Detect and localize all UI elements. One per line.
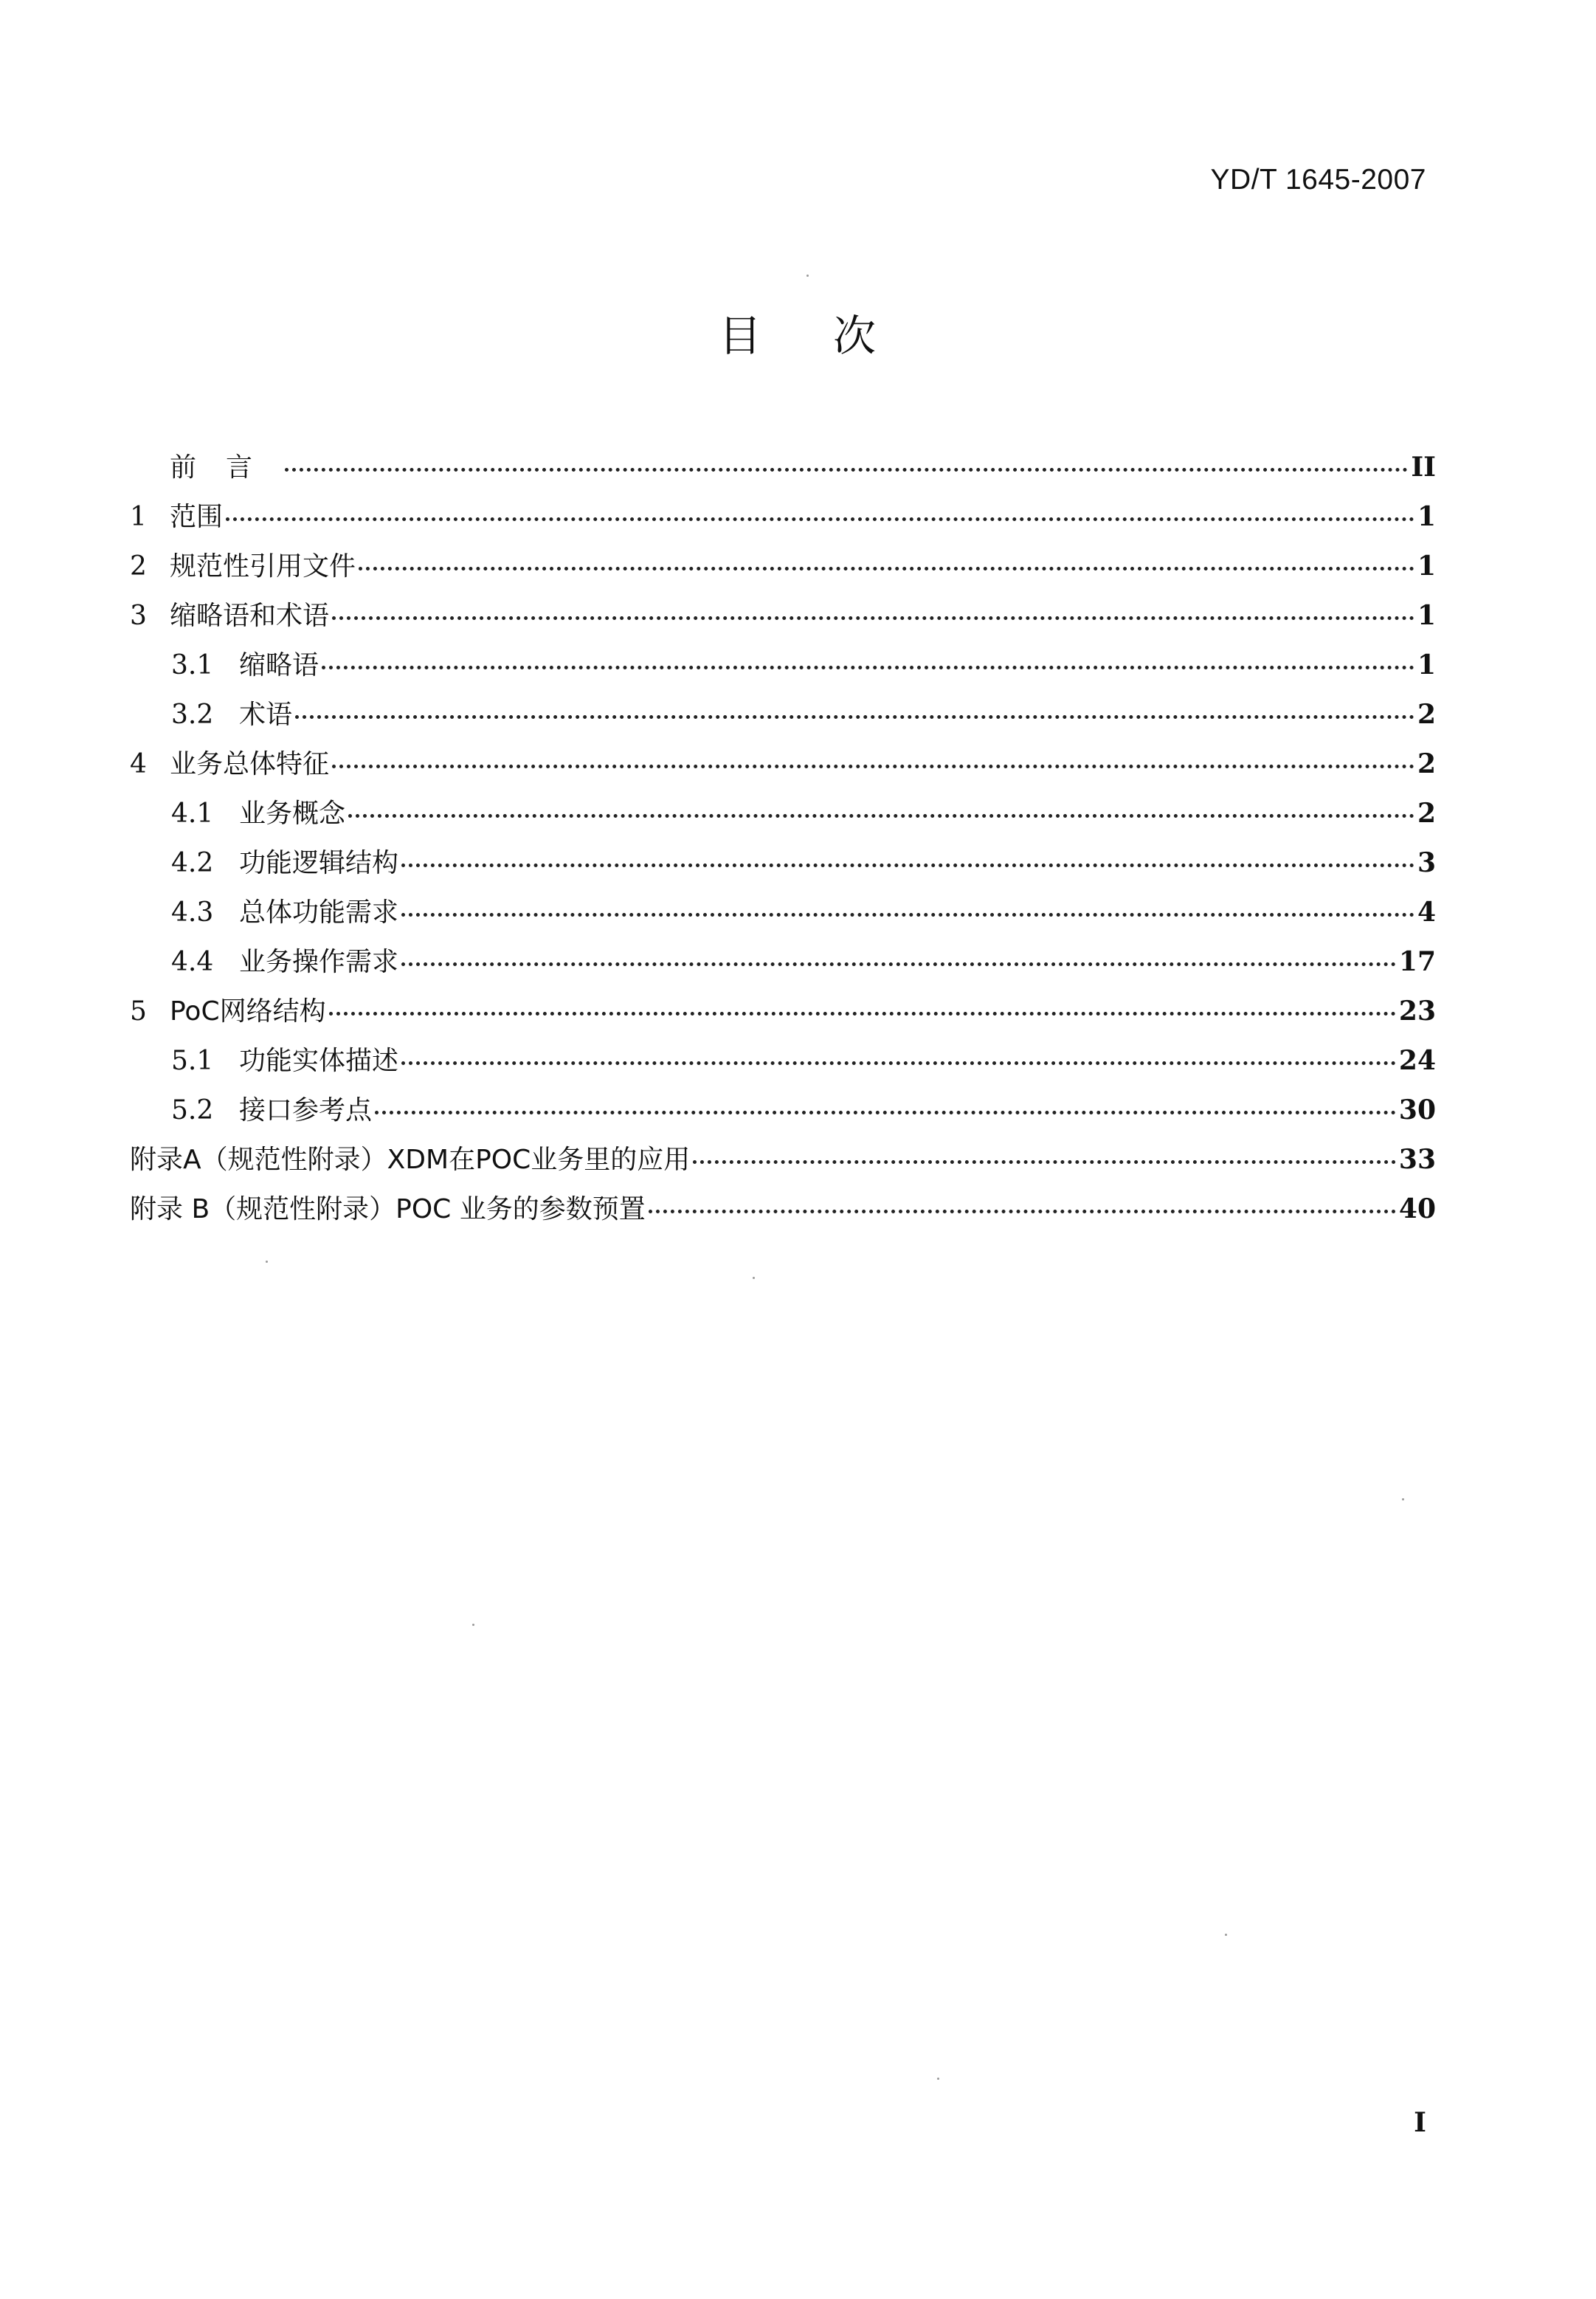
page-title-char-2: 次 (833, 311, 878, 361)
toc-entry-page: 4 (1417, 897, 1436, 928)
toc-entry-number: 1 (130, 502, 147, 532)
toc-entry-page: 1 (1417, 551, 1436, 582)
toc-leader-dots (401, 864, 1414, 867)
toc-entry[interactable] (130, 740, 1436, 789)
toc-entry-title: 总体功能需求 (239, 897, 399, 928)
scan-speck (1402, 1498, 1404, 1500)
toc-entry-page: 1 (1417, 600, 1436, 631)
toc-leader-dots (401, 1061, 1396, 1065)
toc-leader-dots (348, 814, 1414, 818)
toc-entry[interactable] (130, 641, 1436, 690)
toc-entry-page: 40 (1398, 1193, 1436, 1224)
toc-entry-title: 缩略语和术语 (170, 601, 330, 631)
toc-entry-number: 4.3 (171, 897, 214, 928)
toc-entry-page: 2 (1417, 699, 1436, 730)
toc-entry-title: 业务操作需求 (239, 947, 399, 977)
toc-leader-dots (332, 616, 1414, 620)
toc-entry[interactable] (130, 690, 1436, 740)
toc-entry-title: 范围 (170, 502, 224, 532)
page-number: I (1414, 2107, 1426, 2138)
toc-entry-page: 33 (1398, 1144, 1436, 1175)
toc-entry[interactable] (130, 888, 1436, 937)
scan-speck (937, 2078, 939, 2080)
toc-entry-number: 3.1 (171, 650, 214, 680)
scan-speck (1225, 1934, 1227, 1936)
toc-entry-page: 23 (1398, 996, 1436, 1027)
toc-entry-title: 业务总体特征 (170, 749, 330, 779)
toc-entry[interactable] (130, 1086, 1436, 1135)
toc-entry[interactable] (130, 443, 1436, 492)
toc-entry-number: 3.2 (171, 700, 214, 730)
toc-entry[interactable] (130, 789, 1436, 838)
toc-entry-number: 4.1 (171, 799, 214, 829)
toc-leader-dots (285, 468, 1408, 472)
toc-leader-dots (295, 715, 1414, 719)
toc-entry[interactable] (130, 1036, 1436, 1086)
toc-leader-dots (693, 1160, 1396, 1164)
toc-entry-number: 5.2 (171, 1095, 214, 1126)
toc-leader-dots (226, 517, 1414, 521)
toc-entry[interactable] (130, 591, 1436, 641)
toc-entry-page: 1 (1417, 649, 1436, 680)
toc-entry-page: 30 (1398, 1095, 1436, 1126)
toc-entry-title: 接口参考点 (239, 1095, 373, 1126)
toc-entry-title: 功能实体描述 (239, 1046, 399, 1076)
toc-entry-number: 5 (130, 996, 147, 1027)
scan-speck (472, 1624, 474, 1626)
toc-entry-page: II (1411, 452, 1436, 483)
toc-entry-title: 附录 B（规范性附录）POC 业务的参数预置 (130, 1194, 646, 1224)
toc-entry[interactable] (130, 542, 1436, 591)
page-title (0, 301, 1596, 363)
toc-entry-number: 4 (130, 749, 147, 779)
scan-speck (266, 1261, 268, 1263)
toc-entry-page: 17 (1398, 946, 1436, 977)
toc-entry[interactable] (130, 987, 1436, 1036)
toc-entry-title: 术语 (239, 700, 293, 730)
toc-entry-page: 3 (1417, 847, 1436, 878)
toc-entry-number: 4.4 (171, 947, 214, 977)
toc-entry-title: 缩略语 (239, 650, 319, 680)
toc-entry-page: 24 (1398, 1045, 1436, 1076)
toc-leader-dots (375, 1111, 1396, 1114)
toc-entry-number: 3 (130, 601, 147, 631)
toc-entry-number: 5.1 (171, 1046, 214, 1076)
toc-leader-dots (401, 962, 1396, 966)
toc-entry[interactable] (130, 1185, 1436, 1234)
toc-entry-page: 2 (1417, 748, 1436, 779)
toc-entry-title: PoC网络结构 (170, 996, 326, 1027)
toc-entry[interactable] (130, 838, 1436, 888)
toc-entry-page: 1 (1417, 501, 1436, 532)
toc-leader-dots (359, 567, 1414, 571)
toc-entry-page: 2 (1417, 798, 1436, 829)
toc-leader-dots (332, 765, 1414, 768)
standard-code: YD/T 1645-2007 (1210, 164, 1426, 196)
scan-speck (806, 275, 809, 277)
toc-leader-dots (649, 1210, 1396, 1213)
page-title-char-1: 目 (718, 311, 763, 361)
toc-leader-dots (401, 913, 1414, 917)
toc-entry-title: 规范性引用文件 (170, 551, 356, 582)
toc-entry-number: 2 (130, 551, 147, 582)
table-of-contents (130, 443, 1436, 1234)
toc-entry-title: 业务概念 (239, 799, 346, 829)
toc-entry[interactable] (130, 937, 1436, 987)
toc-entry[interactable] (130, 1135, 1436, 1185)
toc-leader-dots (322, 666, 1414, 669)
toc-entry[interactable] (130, 492, 1436, 542)
toc-entry-number: 4.2 (171, 848, 214, 878)
scan-speck (753, 1277, 755, 1279)
toc-entry-title: 附录A（规范性附录）XDM在POC业务里的应用 (130, 1145, 691, 1175)
toc-entry-title: 功能逻辑结构 (239, 848, 399, 878)
toc-leader-dots (329, 1012, 1396, 1016)
toc-entry-title: 前言 (170, 452, 283, 483)
